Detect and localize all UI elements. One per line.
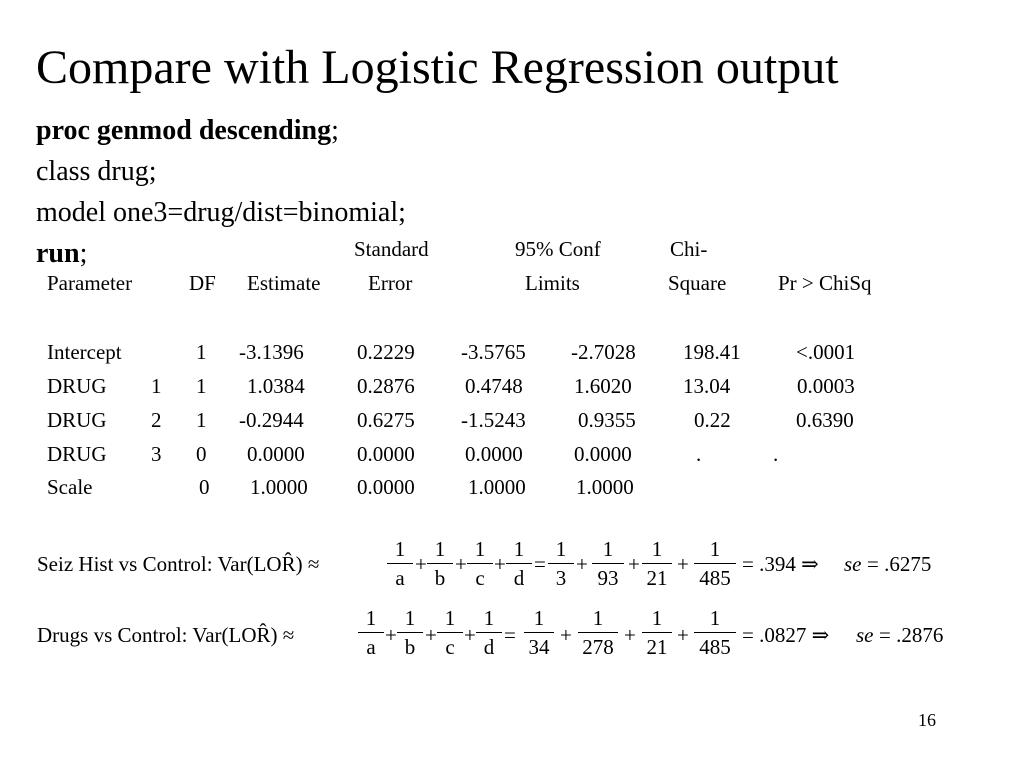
eq2-fraction (576, 606, 620, 659)
table-cell-df: 1 (196, 374, 207, 398)
eq2-num: 1 (533, 606, 545, 630)
eq2-den: a (366, 635, 376, 659)
eq2-den: d (483, 635, 495, 659)
table-cell-df: 1 (196, 408, 207, 432)
table-cell-estimate: -3.1396 (239, 340, 304, 364)
eq2-label: Drugs vs Control: Var(LOR̂) ≈ (37, 623, 295, 647)
table-cell-param: DRUG (47, 442, 107, 466)
code-line-run (36, 237, 87, 271)
code-line-proc (36, 114, 339, 148)
header-parameter: Parameter (47, 271, 133, 295)
eq2-den: 278 (582, 635, 614, 659)
header-chi: Chi- (670, 237, 708, 261)
plus-sign: + (385, 623, 397, 647)
table-cell-lower: -1.5243 (461, 408, 526, 432)
eq2-fraction (474, 606, 504, 659)
table-cell-p: . (773, 442, 779, 466)
table-cell-param: Intercept (47, 340, 122, 364)
eq2-fraction (395, 606, 425, 659)
table-cell-se: 0.0000 (357, 475, 415, 499)
eq1-fraction (546, 537, 576, 590)
table-cell-chisq: 13.04 (683, 374, 731, 398)
eq1-result: = .394 ⇒ (742, 552, 819, 576)
code-run-semicolon: ; (79, 238, 88, 269)
table-cell-lower: 1.0000 (468, 475, 526, 499)
equals-sign: = (504, 623, 516, 647)
table-cell-upper: 1.0000 (576, 475, 634, 499)
eq2-se-label: se (856, 623, 874, 647)
table-cell-se: 0.2876 (357, 374, 415, 398)
eq1-den: 21 (646, 566, 668, 590)
plus-sign: + (464, 623, 476, 647)
equals-sign: = (534, 552, 546, 576)
header-95-conf: 95% Conf (515, 237, 601, 261)
eq2-num: 1 (651, 606, 663, 630)
table-cell-df: 0 (196, 442, 207, 466)
plus-sign: + (425, 623, 437, 647)
eq2-den: 21 (646, 635, 668, 659)
table-cell-estimate: 0.0000 (247, 442, 305, 466)
table-cell-se: 0.6275 (357, 408, 415, 432)
table-cell-level: 2 (151, 408, 162, 432)
table-cell-se: 0.0000 (357, 442, 415, 466)
eq1-den: d (513, 566, 525, 590)
code-proc-keyword: proc genmod descending (36, 115, 332, 146)
code-run-keyword: run (36, 238, 80, 269)
table-cell-level: 1 (151, 374, 162, 398)
eq1-se-label: se (844, 552, 862, 576)
plus-sign: + (415, 552, 427, 576)
eq2-num: 1 (592, 606, 604, 630)
eq1-den: b (434, 566, 446, 590)
eq1-den: a (395, 566, 405, 590)
eq2-result: = .0827 ⇒ (742, 623, 830, 647)
eq2-fraction (640, 606, 674, 659)
eq1-fraction (425, 537, 455, 590)
eq1-num: 1 (474, 537, 486, 561)
eq1-fraction (385, 537, 415, 590)
table-cell-chisq: 198.41 (683, 340, 741, 364)
eq1-den: 93 (597, 566, 619, 590)
eq1-num: 1 (709, 537, 721, 561)
header-limits: Limits (525, 271, 580, 295)
table-cell-upper: 1.6020 (574, 374, 632, 398)
header-standard: Standard (354, 237, 429, 261)
eq2-fraction (435, 606, 465, 659)
plus-sign: + (455, 552, 467, 576)
eq1-fraction (692, 537, 738, 590)
table-cell-df: 0 (199, 475, 210, 499)
eq2-num: 1 (444, 606, 456, 630)
plus-sign: + (628, 552, 640, 576)
eq1-fraction (640, 537, 674, 590)
table-cell-chisq: 0.22 (694, 408, 731, 432)
table-cell-lower: -3.5765 (461, 340, 526, 364)
eq1-num: 1 (651, 537, 663, 561)
code-line-model: model one3=drug/dist=binomial; (36, 197, 406, 228)
eq2-se-value: = .2876 (879, 623, 944, 647)
eq2-den: 34 (528, 635, 550, 659)
table-cell-param: Scale (47, 475, 93, 499)
header-estimate: Estimate (247, 271, 321, 295)
eq1-fraction (465, 537, 495, 590)
eq2-num: 1 (365, 606, 377, 630)
eq1-fraction (504, 537, 534, 590)
header-error: Error (368, 271, 413, 295)
plus-sign: + (576, 552, 588, 576)
plus-sign: + (677, 552, 689, 576)
eq2-den: b (404, 635, 416, 659)
eq1-num: 1 (555, 537, 567, 561)
eq1-num: 1 (394, 537, 406, 561)
table-cell-df: 1 (196, 340, 207, 364)
table-cell-upper: 0.0000 (574, 442, 632, 466)
plus-sign: + (624, 623, 636, 647)
table-cell-estimate: 1.0384 (247, 374, 305, 398)
table-cell-p: <.0001 (796, 340, 856, 364)
code-proc-semicolon: ; (331, 115, 339, 146)
eq2-den: c (445, 635, 455, 659)
table-cell-se: 0.2229 (357, 340, 415, 364)
table-cell-estimate: -0.2944 (239, 408, 304, 432)
table-cell-lower: 0.4748 (465, 374, 523, 398)
eq2-num: 1 (404, 606, 416, 630)
page-number: 16 (918, 710, 936, 730)
table-cell-level: 3 (151, 442, 162, 466)
plus-sign: + (560, 623, 572, 647)
eq1-den: 485 (699, 566, 731, 590)
table-cell-p: 0.6390 (796, 408, 854, 432)
code-line-class: class drug; (36, 156, 157, 187)
eq1-num: 1 (602, 537, 614, 561)
eq2-fraction (356, 606, 386, 659)
plus-sign: + (677, 623, 689, 647)
header-pr-chisq: Pr > ChiSq (778, 271, 872, 295)
table-cell-p: 0.0003 (797, 374, 855, 398)
eq1-num: 1 (513, 537, 525, 561)
table-cell-upper: 0.9355 (578, 408, 636, 432)
eq1-label: Seiz Hist vs Control: Var(LOR̂) ≈ (37, 552, 320, 576)
eq1-fraction (590, 537, 626, 590)
eq1-se-value: = .6275 (867, 552, 932, 576)
header-df: DF (189, 271, 216, 295)
eq2-den: 485 (699, 635, 731, 659)
table-cell-param: DRUG (47, 374, 107, 398)
table-cell-estimate: 1.0000 (250, 475, 308, 499)
header-square: Square (668, 271, 727, 295)
eq2-num: 1 (709, 606, 721, 630)
eq1-num: 1 (434, 537, 446, 561)
plus-sign: + (494, 552, 506, 576)
slide-title: Compare with Logistic Regression output (36, 41, 839, 94)
table-cell-chisq: . (696, 442, 702, 466)
table-cell-upper: -2.7028 (571, 340, 636, 364)
eq2-fraction (522, 606, 556, 659)
eq1-den: 3 (555, 566, 567, 590)
table-cell-lower: 0.0000 (465, 442, 523, 466)
eq2-fraction (692, 606, 738, 659)
table-cell-param: DRUG (47, 408, 107, 432)
eq2-num: 1 (483, 606, 495, 630)
eq1-den: c (475, 566, 485, 590)
